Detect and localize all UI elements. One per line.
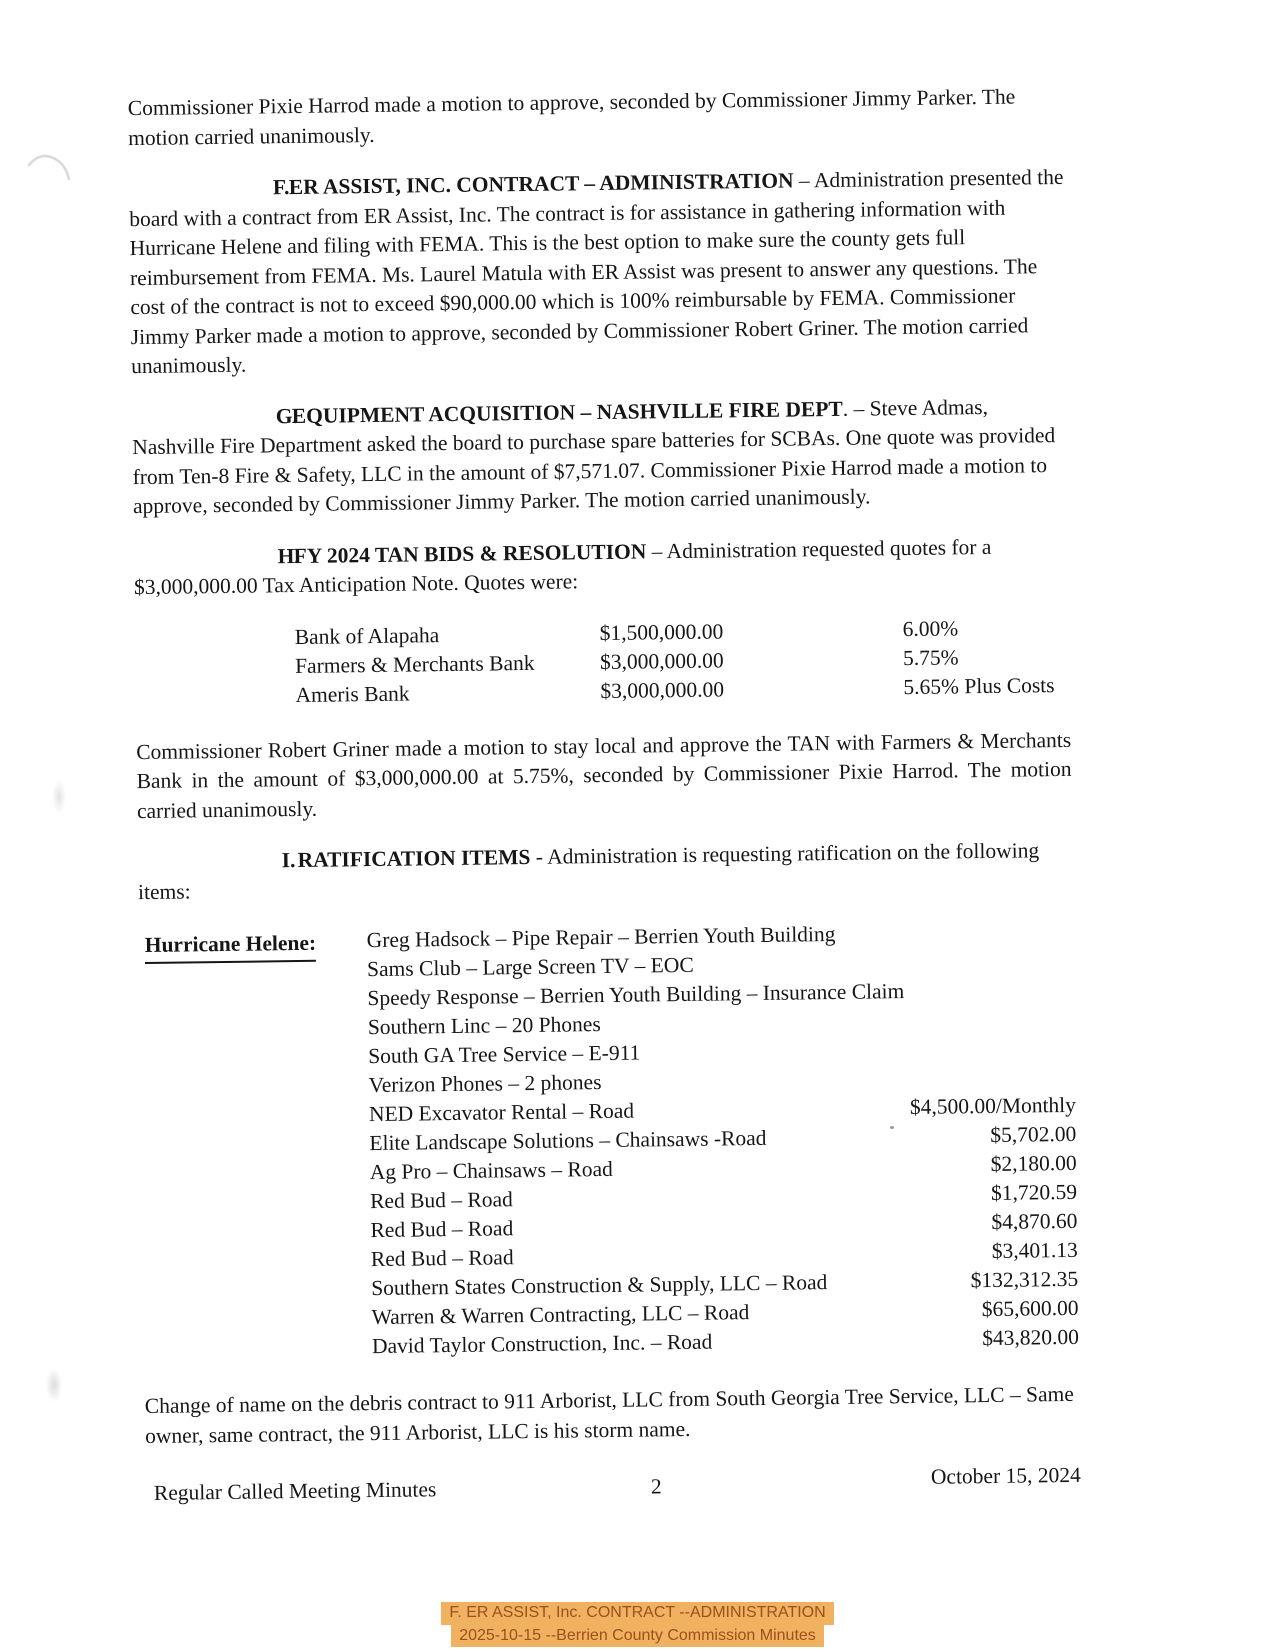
section-g-letter: G. bbox=[275, 403, 299, 428]
footer-date: October 15, 2024 bbox=[930, 1462, 1081, 1489]
list-item-text: Red Bud – Road bbox=[370, 1245, 514, 1272]
section-h-title: FY 2024 TAN BIDS & RESOLUTION bbox=[293, 538, 647, 568]
hurricane-helene-label: Hurricane Helene: bbox=[145, 929, 317, 964]
list-item-text: Verizon Phones – 2 phones bbox=[368, 1070, 602, 1098]
section-h-text: – Administration requested quotes for a $3,000,000.00 Tax Anticipation Note. Quotes were: bbox=[133, 534, 992, 600]
scan-artifact-smudge bbox=[46, 1368, 62, 1402]
list-item-text: Red Bud – Road bbox=[370, 1216, 514, 1243]
list-item-amount: $2,180.00 bbox=[990, 1150, 1077, 1176]
annotation-overlay bbox=[0, 1602, 1275, 1647]
list-item-text: Ag Pro – Chainsaws – Road bbox=[369, 1156, 613, 1185]
scan-artifact-curve bbox=[25, 145, 81, 191]
section-i-text: - Administration is requesting ratification on the following items: bbox=[137, 838, 1040, 904]
annotation-line-1: F. ER ASSIST, Inc. CONTRACT --ADMINISTRATION bbox=[441, 1602, 833, 1625]
annotation-line-2: 2025-10-15 --Berrien County Commission Minutes bbox=[451, 1625, 824, 1648]
section-f-text: – Administration presented the board with a contract from ER Assist, Inc. The contract is for assistance in gathering information with Hurricane Helene and filing with FEMA. This is the best option to make sure the county gets full reimbursement from FEMA. Ms. Laurel Matula with ER Assist was present to answer any questions. The cost of the contract is not to exceed $90,000.00 which is 100% reimbursable by FEMA. Commissioner Jimmy Parker made a motion to approve, seconded by Commissioner Robert Griner. The motion carried unanimously. bbox=[129, 164, 1064, 379]
tan-bank-name: Ameris Bank bbox=[295, 681, 410, 707]
list-item-text: South GA Tree Service – E-911 bbox=[368, 1040, 641, 1069]
section-g-title: EQUIPMENT ACQUISITION – NASHVILLE FIRE DEPT bbox=[291, 396, 843, 428]
tan-rate: 5.65% Plus Costs bbox=[903, 672, 1055, 699]
hurricane-helene-list bbox=[139, 917, 1080, 1364]
list-item-amount: $132,312.35 bbox=[970, 1266, 1079, 1293]
section-i-title: RATIFICATION ITEMS bbox=[297, 844, 531, 873]
document-body bbox=[128, 82, 1081, 1509]
list-item-amount: $5,702.00 bbox=[990, 1121, 1077, 1147]
list-item-text: David Taylor Construction, Inc. – Road bbox=[371, 1329, 713, 1359]
section-h-paragraph bbox=[133, 531, 1069, 602]
section-g-text: . – Steve Admas, Nashville Fire Department asked the board to purchase spare batteries for SCBAs. One quote was provided from Ten-8 Fire & Safety, LLC in the amount of $7,571.07. Commissioner Pixie Harrod made a motion to approve, seconded by Commissioner Jimmy Parker. The motion carried unanimously. bbox=[132, 394, 1056, 519]
section-f-letter: F. bbox=[272, 175, 290, 200]
list-item-text: Southern States Construction & Supply, LLC – Road bbox=[371, 1270, 828, 1301]
list-item-text: Southern Linc – 20 Phones bbox=[367, 1012, 601, 1040]
paragraph-intro: Commissioner Pixie Harrod made a motion to approve, seconded by Commissioner Jimmy Parker. The motion carried unanimously. bbox=[127, 84, 1016, 150]
list-item-text: Warren & Warren Contracting, LLC – Road bbox=[371, 1300, 750, 1330]
section-f-title: ER ASSIST, INC. CONTRACT – ADMINISTRATION bbox=[288, 168, 794, 200]
tan-rate: 5.75% bbox=[902, 644, 959, 670]
section-f-paragraph bbox=[129, 163, 1067, 382]
scan-artifact-smudge bbox=[52, 780, 66, 814]
list-item-amount: $43,820.00 bbox=[982, 1324, 1080, 1351]
list-item-amount: $3,401.13 bbox=[991, 1237, 1078, 1263]
list-item-amount: $65,600.00 bbox=[981, 1295, 1079, 1322]
tan-bank-name: Bank of Alapaha bbox=[294, 622, 440, 649]
paragraph-tan-motion: Commissioner Robert Griner made a motion to stay local and approve the TAN with Farmers & Merchants Bank in the amount of $3,000,000.00 at 5.75%, seconded by Commissioner Pixie Harrod. The motion carried unanimously. bbox=[136, 727, 1072, 823]
list-item-text: Greg Hadsock – Pipe Repair – Berrien Youth Building bbox=[366, 921, 836, 953]
list-item-text: NED Excavator Rental – Road bbox=[368, 1098, 635, 1127]
page-footer bbox=[146, 1462, 1081, 1509]
list-item-text: Red Bud – Road bbox=[369, 1187, 514, 1214]
tan-quotes-table bbox=[135, 612, 1071, 711]
list-item-text: Elite Landscape Solutions – Chainsaws -Road bbox=[369, 1125, 767, 1156]
tan-bank-name: Farmers & Merchants Bank bbox=[294, 650, 535, 678]
tan-amount: $1,500,000.00 bbox=[599, 618, 724, 645]
list-item-amount: $1,720.59 bbox=[990, 1179, 1078, 1205]
footer-document-title: Regular Called Meeting Minutes bbox=[153, 1477, 437, 1505]
list-item-amount: $4,870.60 bbox=[991, 1208, 1078, 1234]
list-item-text: Speedy Response – Berrien Youth Building – Insurance Claim bbox=[367, 979, 905, 1011]
annotation-row bbox=[0, 1602, 1275, 1625]
paragraph-name-change: Change of name on the debris contract to 911 Arborist, LLC from South Georgia Tree Service, LLC – Same owner, same contract, the 911 Arborist, LLC is his storm name. bbox=[144, 1381, 1074, 1448]
section-h-letter: H. bbox=[277, 543, 300, 568]
section-i-paragraph bbox=[137, 836, 1073, 907]
list-item-amount: $4,500.00/Monthly bbox=[909, 1092, 1077, 1120]
annotation-row bbox=[0, 1625, 1275, 1648]
tan-amount: $3,000,000.00 bbox=[599, 647, 724, 674]
tan-amount: $3,000,000.00 bbox=[600, 676, 725, 703]
section-i-letter: I. bbox=[281, 848, 296, 873]
list-item-text: Sams Club – Large Screen TV – EOC bbox=[366, 952, 694, 982]
footer-page-number: 2 bbox=[650, 1474, 662, 1499]
section-g-paragraph bbox=[132, 391, 1068, 521]
tan-rate: 6.00% bbox=[902, 615, 959, 641]
